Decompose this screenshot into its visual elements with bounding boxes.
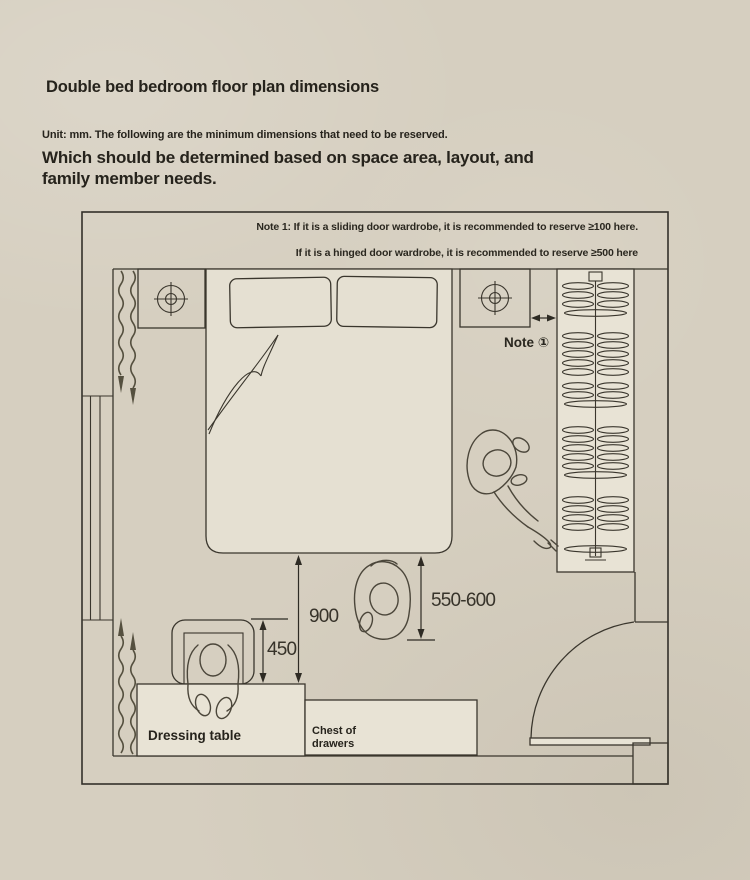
chest-of-drawers-label: Chest of drawers [312,725,356,750]
lamp-left-icon [154,282,188,316]
wardrobe-note-line1: Note 1: If it is a sliding door wardrobe, it is recommended to reserve ≥100 here. [256,221,638,233]
wardrobe-note-line2: If it is a hinged door wardrobe, it is recommended to reserve ≥500 here [295,247,638,259]
person-walking [355,560,411,639]
bed [206,269,452,553]
door-swing [530,622,668,784]
page-title: Double bed bedroom floor plan dimensions [46,78,380,96]
clearance-arrow [531,315,556,322]
unit-note: Unit: mm. The following are the minimum dimensions that need to be reserved. [42,129,448,141]
door-wall-block [633,743,668,784]
dim-900 [295,555,302,683]
dressing-table-label: Dressing table [148,728,242,743]
page-subtitle: Which should be determined based on space area, layout, and family member needs. [42,148,534,188]
nightstand-left [138,269,205,328]
wardrobe [557,269,634,572]
dim-450-label: 450 [267,639,297,660]
door-leaf [530,738,650,745]
dressing-table [137,684,305,756]
curtain-top-left [118,271,136,405]
pillow-left [230,277,332,328]
left-window [82,396,113,620]
pillow-right [337,276,438,327]
person-reaching [467,430,558,551]
note-ref-label: Note ① [504,335,550,350]
dim-900-label: 900 [309,606,339,627]
nightstand-right [460,269,530,327]
lamp-right-icon [478,281,512,315]
curtain-bottom-left [118,618,136,754]
dim-walkway-label: 550-600 [431,590,496,611]
